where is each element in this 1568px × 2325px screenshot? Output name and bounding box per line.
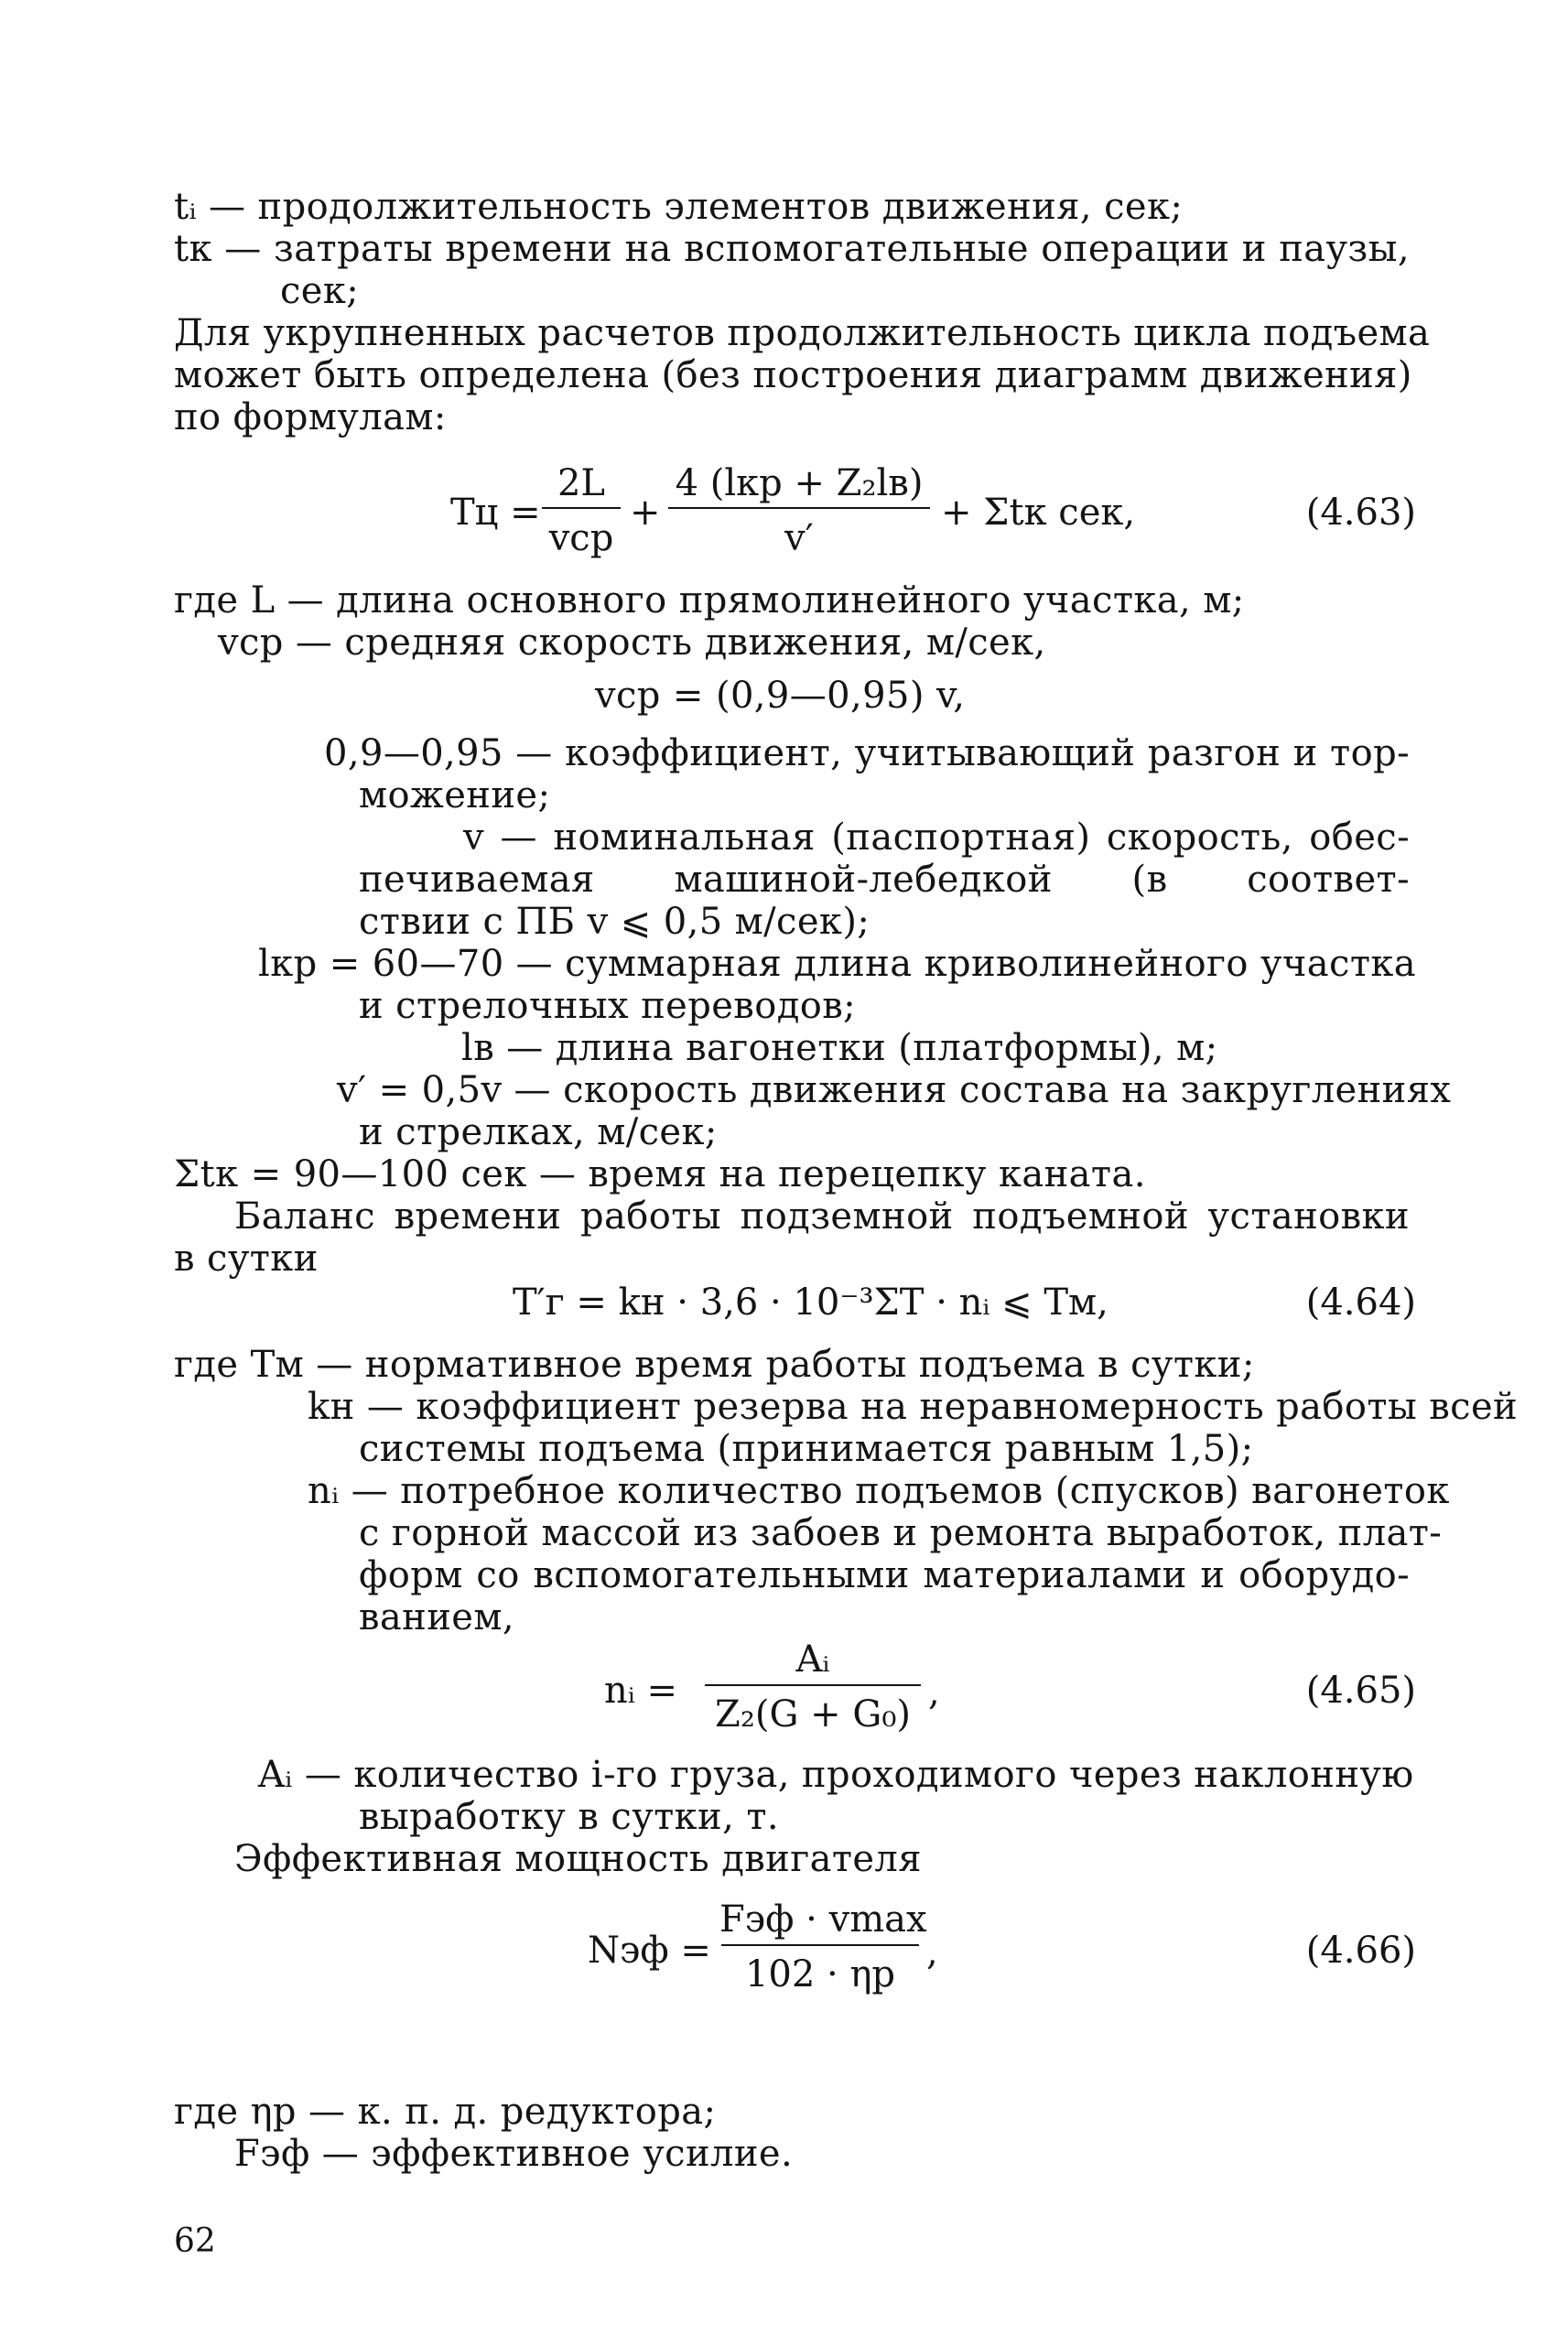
plus-sign: + [630, 492, 661, 534]
equation-number: (4.66) [1305, 1930, 1416, 1972]
equation-tail: + Σtк сек, [941, 492, 1136, 534]
fraction-denominator: 102 · ηр [744, 1953, 896, 1995]
definition-ni-cont: с горной массой из забоев и ремонта выработок, плат- [359, 1512, 1443, 1554]
definition-v-cont: ствии с ПБ v ⩽ 0,5 м/сек); [359, 901, 871, 943]
definition-tk: tк — затраты времени на вспомогательные операции и паузы, [174, 228, 1410, 270]
definition-sum-tk: Σtк = 90—100 сек — время на перецепку каната. [174, 1153, 1146, 1195]
paragraph-line: Эффективная мощность двигателя [234, 1838, 922, 1880]
fraction-denominator: Z₂(G + G₀) [715, 1693, 911, 1736]
paragraph-line: по формулам: [174, 396, 447, 438]
equation-number: (4.63) [1305, 492, 1416, 534]
definition-kn-cont: системы подъема (принимается равным 1,5); [359, 1428, 1254, 1470]
definition-Ai-cont: выработку в сутки, т. [359, 1796, 779, 1838]
fraction-bar [705, 1684, 921, 1686]
fraction-bar [542, 507, 621, 509]
equation-body: T′г = kн · 3,6 · 10⁻³ΣT · nᵢ ⩽ Tм, [513, 1281, 1108, 1324]
definition-lv: lв — длина вагонетки (платформы), м; [461, 1027, 1218, 1069]
fraction-numerator: Aᵢ [795, 1638, 830, 1681]
paragraph-line: Для укрупненных расчетов продолжительность цикла подъема [174, 312, 1431, 354]
fraction-numerator: 2L [557, 462, 605, 504]
page-number: 62 [174, 2222, 216, 2260]
definition-L: где L — длина основного прямолинейного участка, м; [174, 579, 1245, 622]
equation-lhs: nᵢ = [604, 1670, 678, 1712]
definition-Ai: Aᵢ — количество i-го груза, проходимого через наклонную [258, 1754, 1414, 1796]
paragraph-line: Баланс времени работы подземной подъемной установки [234, 1195, 1410, 1238]
definition-ni-cont: форм со вспомогательными материалами и оборудо- [359, 1554, 1410, 1596]
fraction-denominator: v′ [784, 517, 814, 559]
equation-number: (4.65) [1305, 1670, 1416, 1712]
definition-v: v — номинальная (паспортная) скорость, обес- [463, 816, 1410, 859]
definition-ti: tᵢ — продолжительность элементов движения, сек; [174, 186, 1184, 228]
fraction-denominator: vср [548, 517, 614, 559]
definition-vcp: vср — средняя скорость движения, м/сек, [218, 622, 1046, 664]
formula-vcp: vср = (0,9—0,95) v, [595, 675, 966, 717]
equation-tail: , [928, 1671, 940, 1714]
fraction-bar [668, 507, 930, 509]
definition-coefficient-cont: можение; [359, 774, 551, 816]
definition-v-prime-cont: и стрелках, м/сек; [359, 1111, 718, 1153]
equation-lhs: Nэф = [588, 1930, 711, 1972]
definition-v-prime: v′ = 0,5v — скорость движения состава на закруглениях [337, 1069, 1452, 1111]
fraction-numerator: Fэф · vmax [719, 1898, 927, 1941]
fraction-bar [721, 1944, 919, 1946]
equation-lhs: Tц = [450, 492, 541, 534]
definition-v-cont: печиваемая машиной-лебедкой (в соответ- [359, 859, 1410, 901]
fraction-numerator: 4 (lкр + Z₂lв) [675, 462, 924, 504]
definition-kn: kн — коэффициент резерва на неравномерность работы всей [308, 1386, 1519, 1428]
definition-lkp: lкр = 60—70 — суммарная длина криволинейного участка [258, 943, 1416, 985]
definition-coefficient: 0,9—0,95 — коэффициент, учитывающий разгон и тор- [324, 732, 1410, 774]
definition-eta: где ηр — к. п. д. редуктора; [174, 2091, 717, 2133]
equation-number: (4.64) [1305, 1281, 1416, 1324]
definition-ni: nᵢ — потребное количество подъемов (спусков) вагонеток [308, 1470, 1450, 1512]
definition-tk-cont: сек; [280, 270, 360, 312]
paragraph-line: в сутки [174, 1238, 319, 1280]
equation-tail: , [926, 1931, 938, 1974]
definition-Feff: Fэф — эффективное усилие. [234, 2133, 794, 2175]
definition-Tm: где Tм — нормативное время работы подъема в сутки; [174, 1344, 1255, 1386]
paragraph-line: может быть определена (без построения диаграмм движения) [174, 354, 1412, 396]
definition-ni-cont: ванием, [359, 1596, 514, 1638]
definition-lkp-cont: и стрелочных переводов; [359, 985, 857, 1027]
